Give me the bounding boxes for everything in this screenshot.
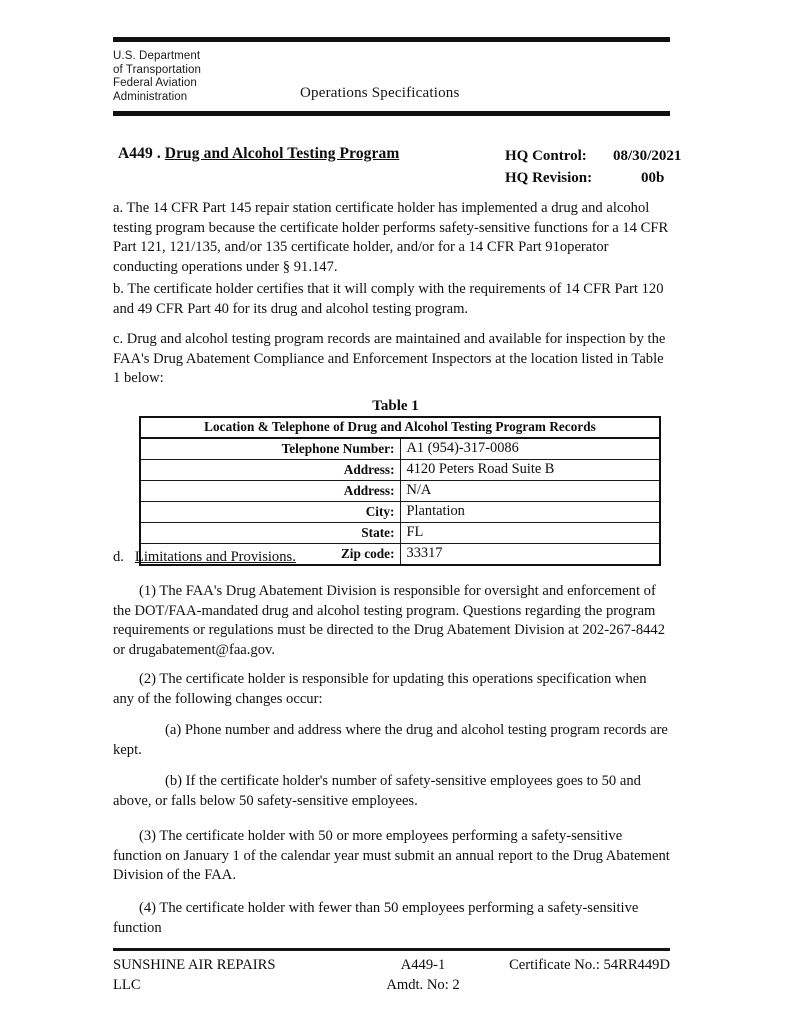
table-row <box>140 502 660 523</box>
table-caption: Table 1 <box>372 398 419 414</box>
letterhead-line-3: Federal Aviation <box>113 77 197 90</box>
paragraph-d2a: (a) Phone number and address where the drug and alcohol testing program records are kept. <box>113 722 668 758</box>
footer-operator <box>113 956 343 995</box>
header-bottom-rule <box>113 111 670 116</box>
hq-control-label: HQ Control: <box>505 148 587 164</box>
table-value-telephone: A1 (954)-317-0086 <box>400 438 660 460</box>
table-label-address-1: Address: <box>140 460 400 481</box>
letterhead-line-2: of Transportation <box>113 63 202 76</box>
paragraph-d3: (3) The certificate holder with 50 or more employees performing a safety-sensitive function on January 1 of the calendar year must submit an annual report to the Drug Abatement Division of the FAA. <box>113 828 670 884</box>
table-row <box>140 481 660 502</box>
paragraph-d-heading-text: Limitations and Provisions. <box>134 549 296 565</box>
table-label-state: State: <box>140 523 400 544</box>
footer-certificate: Certificate No.: 54RR449D <box>509 957 670 973</box>
table-label-telephone: Telephone Number: <box>140 438 400 460</box>
paragraph-c: c. Drug and alcohol testing program records are maintained and available for inspection by the FAA's Drug Abatement Compliance and Enforcement Inspectors at the location listed in Table 1 below: <box>113 331 666 387</box>
paragraph-b: b. The certificate holder certifies that it will comply with the requirements of 14 CFR Part 120 and 49 CFR Part 40 for its drug and alcohol testing program. <box>113 281 664 317</box>
table-row <box>140 460 660 481</box>
header-top-rule <box>113 37 670 42</box>
paragraph-d-heading <box>113 548 670 568</box>
footer-page-info <box>343 956 503 995</box>
footer-rule <box>113 948 670 951</box>
hq-control-value: 08/30/2021 <box>613 148 682 164</box>
hq-revision-label: HQ Revision: <box>505 170 593 186</box>
paragraph-d1: (1) The FAA's Drug Abatement Division is responsible for oversight and enforcement of the DOT/FAA-mandated drug and alcohol testing program. Questions regarding the program requirements or regulations must be directed to the Drug Abatement Division at 202-267-8442 or drugabatement@faa.gov. <box>113 583 666 658</box>
letterhead-line-1: U.S. Department <box>113 50 201 62</box>
hq-revision-row <box>505 167 681 189</box>
hq-control-row <box>505 145 681 167</box>
spec-number: A449 . <box>118 145 161 162</box>
table-row <box>140 523 660 544</box>
table-value-address-1: 4120 Peters Road Suite B <box>400 460 660 481</box>
hq-info-block <box>505 145 681 189</box>
paragraph-d4: (4) The certificate holder with fewer than 50 employees performing a safety-sensitive function <box>113 900 639 936</box>
table-label-zip: Zip code: <box>140 544 400 566</box>
faa-letterhead <box>113 50 201 104</box>
paragraph-d2b: (b) If the certificate holder's number of safety-sensitive employees goes to 50 and above, or falls below 50 safety-sensitive employees. <box>113 773 641 809</box>
table-row <box>140 438 660 460</box>
paragraph-d2: (2) The certificate holder is responsible for updating this operations specification when any of the following changes occur: <box>113 671 647 707</box>
table-label-city: City: <box>140 502 400 523</box>
table-value-zip: 33317 <box>400 544 660 566</box>
page-title <box>118 145 399 163</box>
hq-revision-value: 00b <box>641 170 665 186</box>
records-location-table <box>139 416 661 566</box>
footer-page-id: A449-1 <box>400 957 446 973</box>
table-value-address-2: N/A <box>400 481 660 502</box>
spec-title-text: Drug and Alcohol Testing Program <box>164 145 400 162</box>
footer-operator-line-1: SUNSHINE AIR REPAIRS <box>113 957 276 973</box>
footer-amendment: Amdt. No: 2 <box>386 976 460 993</box>
document-type-title: Operations Specifications <box>300 85 460 101</box>
table-header-row <box>140 417 660 438</box>
paragraph-a: a. The 14 CFR Part 145 repair station certificate holder has implemented a drug and alcohol testing program because the certificate holder performs safety-sensitive functions for a 14 CFR Part 121, 121/135, and/or 135 certificate holder, and/or for a 14 CFR Part 91operator conducting operations under § 91.147. <box>113 200 669 275</box>
footer-operator-line-2: LLC <box>113 976 141 993</box>
table-value-city: Plantation <box>400 502 660 523</box>
table-header-cell: Location & Telephone of Drug and Alcohol Testing Program Records <box>140 417 660 438</box>
letterhead-line-4: Administration <box>113 90 188 103</box>
paragraph-d-letter: d. <box>113 549 124 565</box>
table-value-state: FL <box>400 523 660 544</box>
table-label-address-2: Address: <box>140 481 400 502</box>
